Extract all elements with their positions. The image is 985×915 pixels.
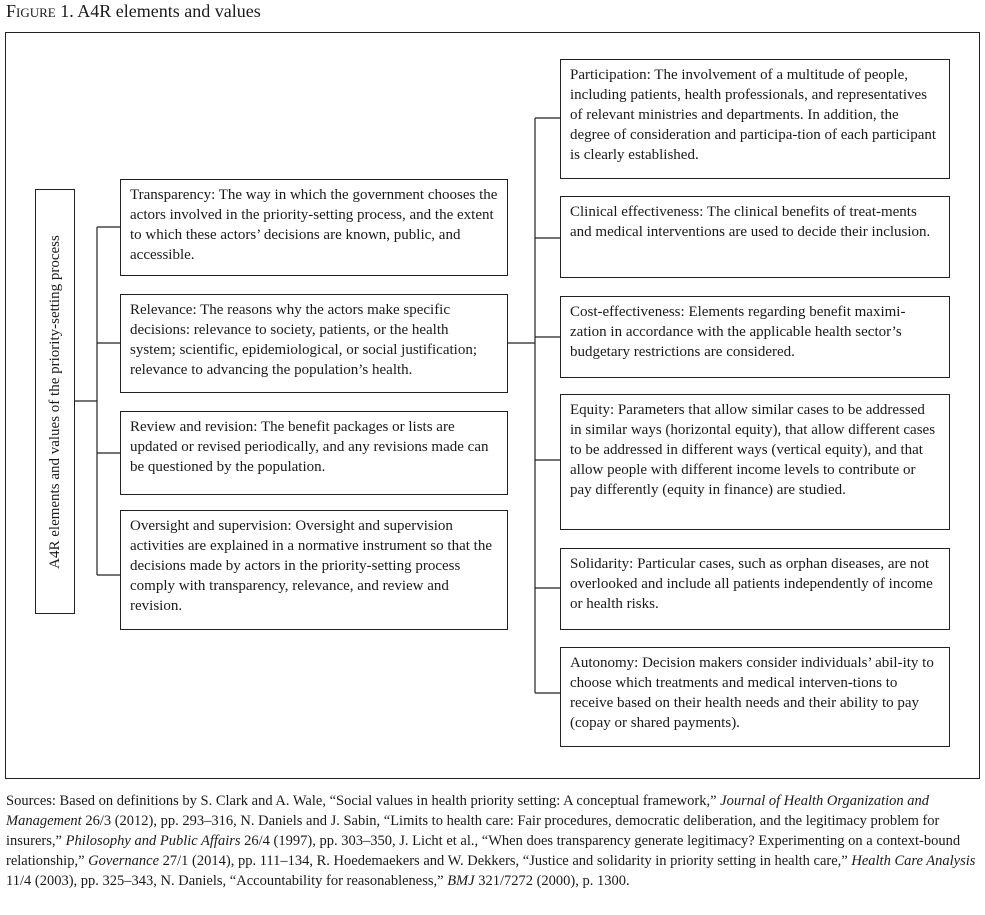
transparency-text: Transparency: The way in which the government chooses the actors involved in the priority-setting process, and the extent to which these actors’ decisions are known, public, and accessible. bbox=[130, 187, 498, 263]
sources-journal-4: Health Care Analysis bbox=[851, 853, 976, 869]
transparency-box bbox=[120, 179, 508, 276]
sources-text-5: 11/4 (2003), pp. 325–343, N. Daniels, “Accountability for reasonableness,” bbox=[6, 873, 448, 889]
equity-box bbox=[560, 394, 950, 530]
equity-text: Equity: Parameters that allow similar cases to be addressed in similar ways (horizontal equity), that allow different cases to be addressed in different ways (vertical equity), and that allow people with different income levels to contribute or pay differently (equity in finance) are studied. bbox=[570, 402, 936, 498]
relevance-text: Relevance: The reasons why the actors make specific decisions: relevance to society, patients, or the health system; scientific, epidemiological, or social justification; relevance to advancing the population’s health. bbox=[130, 302, 477, 378]
oversight-supervision-box bbox=[120, 510, 508, 630]
sources-journal-2: Philosophy and Public Affairs bbox=[65, 833, 241, 849]
side-label-text: A4R elements and values of the priority-setting process bbox=[47, 234, 63, 569]
cost-effectiveness-text: Cost-effectiveness: Elements regarding benefit maximi-zation in accordance with the applicable health sector’s budgetary restrictions are considered. bbox=[570, 304, 906, 360]
figure-title-text: A4R elements and values bbox=[77, 1, 261, 21]
participation-box bbox=[560, 59, 950, 179]
solidarity-text: Solidarity: Particular cases, such as orphan diseases, are not overlooked and include all patients independently of income or health risks. bbox=[570, 556, 933, 612]
sources-text-6: 321/7272 (2000), p. 1300. bbox=[474, 873, 630, 889]
autonomy-box bbox=[560, 647, 950, 747]
solidarity-box bbox=[560, 548, 950, 630]
sources-note bbox=[6, 791, 981, 891]
clinical-effectiveness-box bbox=[560, 196, 950, 278]
sources-journal-5: BMJ bbox=[447, 873, 475, 889]
sources-journal-1: Journal of Health Organization and Management bbox=[6, 793, 930, 829]
sources-journal-3: Governance bbox=[88, 853, 160, 869]
side-label-box bbox=[35, 189, 75, 614]
clinical-effectiveness-text: Clinical effectiveness: The clinical benefits of treat-ments and medical interventions are used to decide their inclusion. bbox=[570, 204, 931, 240]
sources-text-4: 27/1 (2014), pp. 111–134, R. Hoedemaekers and W. Dekkers, “Justice and solidarity in priority setting in health care,” bbox=[159, 853, 852, 869]
autonomy-text: Autonomy: Decision makers consider individuals’ abil-ity to choose which treatments and medical interven-tions to receive based on their health needs and their ability to pay (copay or shared payments). bbox=[570, 655, 934, 731]
figure-label: Figure 1. bbox=[6, 1, 74, 21]
participation-text: Participation: The involvement of a multitude of people, including patients, health professionals, and representatives of relevant ministries and departments. In addition, the degree of consideration and participa-tion of each participant is clearly established. bbox=[570, 67, 937, 163]
sources-text-2: 26/3 (2012), pp. 293–316, N. Daniels and J. Sabin, “Limits to health care: Fair procedures, democratic deliberation, and the legitimacy problem for insurers,” bbox=[6, 813, 940, 849]
review-revision-text: Review and revision: The benefit packages or lists are updated or revised periodically, and any revisions made can be questioned by the population. bbox=[130, 419, 489, 475]
sources-text-3: 26/4 (1997), pp. 303–350, J. Licht et al., “When does transparency generate legitimacy? Experimenting on a context-bound relationship,” bbox=[6, 833, 961, 869]
sources-text-1: Sources: Based on definitions by S. Clark and A. Wale, “Social values in health priority setting: A conceptual framework,” bbox=[6, 793, 721, 809]
oversight-supervision-text: Oversight and supervision: Oversight and supervision activities are explained in a normative instrument so that the decisions made by actors in the priority-setting process comply with transparency, relevance, and review and revision. bbox=[130, 518, 492, 614]
review-revision-box bbox=[120, 411, 508, 495]
relevance-box bbox=[120, 294, 508, 393]
cost-effectiveness-box bbox=[560, 296, 950, 378]
